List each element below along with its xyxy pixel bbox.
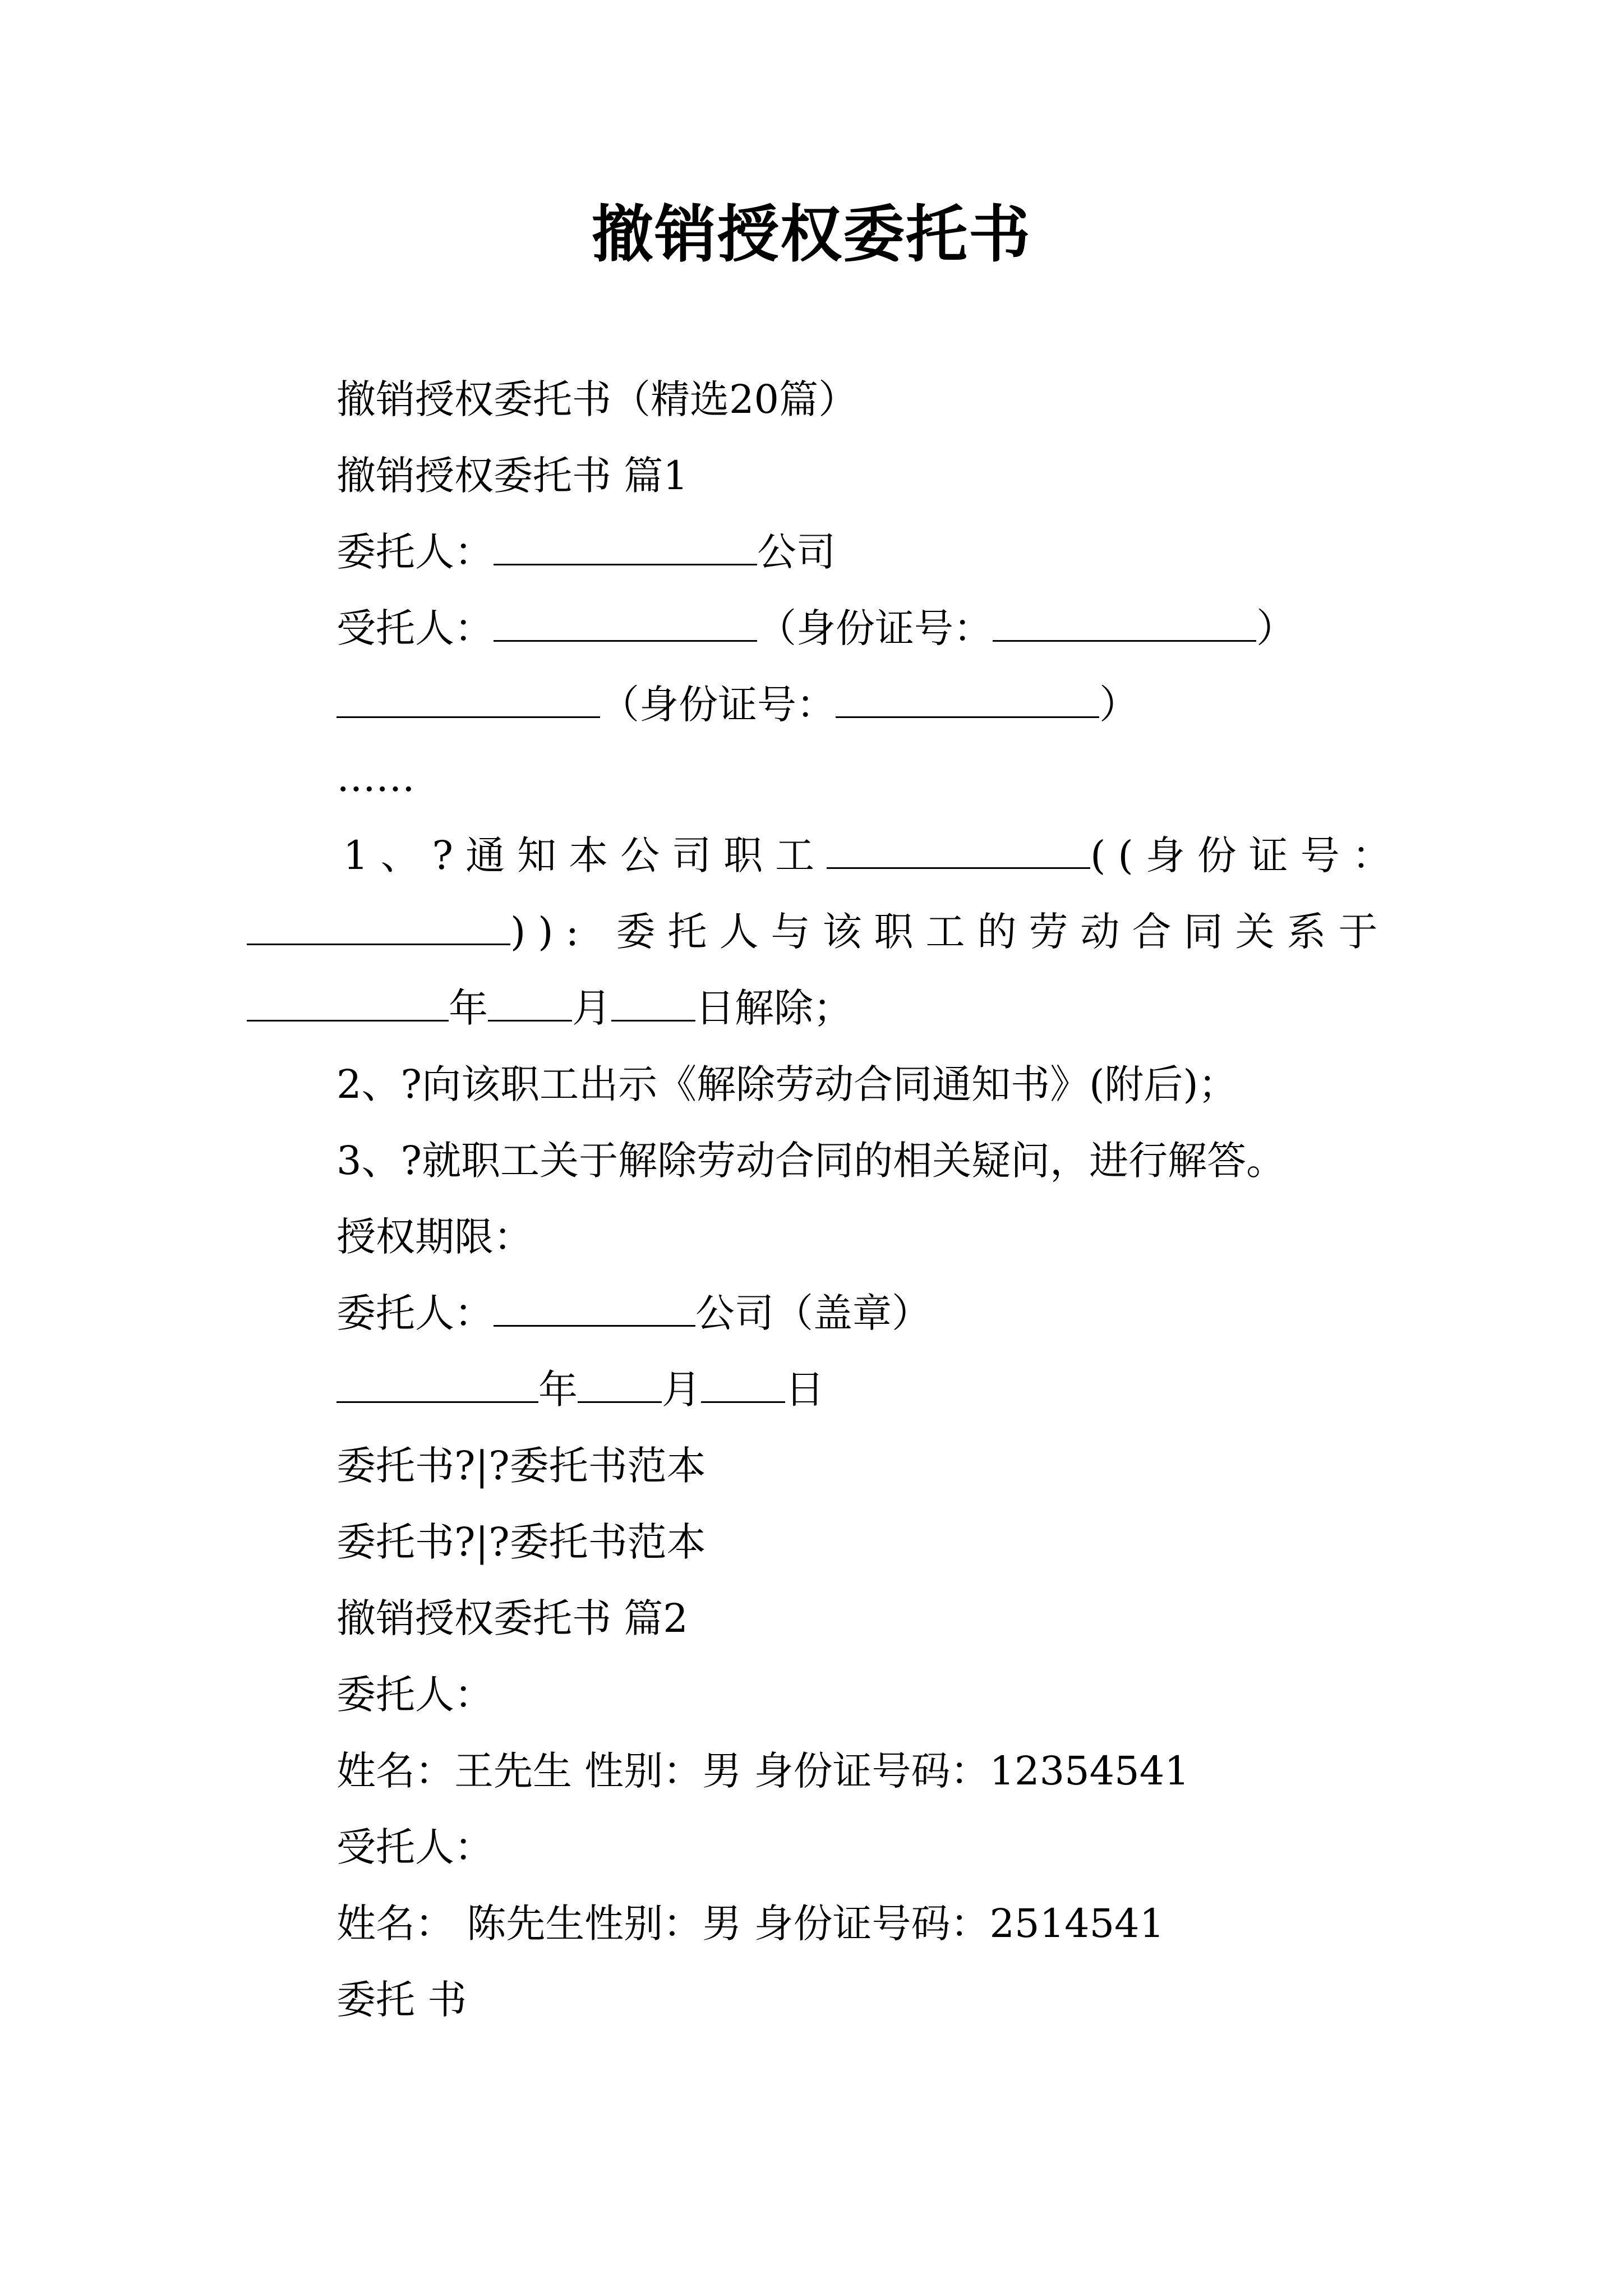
item-1-line-1 <box>343 827 1404 884</box>
agent-2-info: 姓名： 陈先生性别：男 身份证号码：2514541 <box>336 1901 1165 1947</box>
client-label: 委托人： <box>336 529 494 575</box>
date-day-label: 日 <box>785 1366 824 1412</box>
item-1-line-2 <box>247 904 1390 960</box>
year-label: 年 <box>449 985 488 1031</box>
agent-blank-2 <box>336 682 600 718</box>
client-blank <box>494 529 757 565</box>
agent-blank <box>494 605 757 642</box>
date-year-blank <box>336 1366 538 1403</box>
month-blank <box>488 985 572 1022</box>
id-blank <box>993 605 1256 642</box>
template-line-1: 委托书?|?委托书范本 <box>336 1443 706 1489</box>
ellipsis: …… <box>336 754 415 800</box>
client-company-blank <box>494 1290 695 1327</box>
agent-line-2 <box>336 677 1138 733</box>
client-seal-line <box>336 1285 931 1341</box>
day-end-label: 日解除； <box>695 985 852 1031</box>
id-close: ） <box>1256 605 1295 651</box>
item-2: 2、?向该职工出示《解除劳动合同通知书》(附后)； <box>336 1061 1238 1107</box>
client-label-2: 委托人： <box>336 1290 494 1336</box>
company-seal: 公司（盖章） <box>695 1290 931 1336</box>
closing-line: 委托 书 <box>336 1977 467 2023</box>
date-line <box>336 1361 824 1418</box>
template-line-2: 委托书?|?委托书范本 <box>336 1519 706 1565</box>
id-open-2: （身份证号： <box>600 682 836 728</box>
subtitle: 撤销授权委托书（精选20篇） <box>336 376 858 422</box>
company-suffix: 公司 <box>757 529 836 575</box>
item-1-text-b: ((身份证号： <box>1090 832 1404 878</box>
section-2-heading: 撤销授权委托书 篇2 <box>336 1595 688 1641</box>
month-label: 月 <box>572 985 611 1031</box>
year-blank <box>247 985 449 1022</box>
section-1-heading: 撤销授权委托书 篇1 <box>336 453 688 499</box>
agent-label: 受托人： <box>336 605 494 651</box>
date-year-label: 年 <box>538 1366 578 1412</box>
id-open: （身份证号： <box>757 605 993 651</box>
client-2-label: 委托人： <box>336 1672 494 1718</box>
agent-line <box>336 600 1295 656</box>
id-blank-2 <box>836 682 1099 718</box>
item-3: 3、?就职工关于解除劳动合同的相关疑问，进行解答。 <box>336 1138 1286 1184</box>
document-title: 撤销授权委托书 <box>592 199 1031 270</box>
day-blank <box>611 985 695 1022</box>
agent-2-label: 受托人： <box>336 1824 494 1870</box>
item-1-line-3 <box>247 980 852 1036</box>
employee-id-blank <box>247 909 510 945</box>
date-month-blank <box>578 1366 662 1403</box>
date-day-blank <box>701 1366 785 1403</box>
employee-blank <box>827 832 1090 869</box>
item-1-text-c: )): 委托人与该职工的劳动合同关系于 <box>510 909 1390 955</box>
item-1-text-a: 1、?通知本公司职工 <box>343 832 827 878</box>
client-line <box>336 524 836 580</box>
date-month-label: 月 <box>662 1366 701 1412</box>
id-close-2: ） <box>1099 682 1138 728</box>
client-2-info: 姓名：王先生 性别：男 身份证号码：12354541 <box>336 1748 1189 1794</box>
term-label: 授权期限： <box>336 1214 533 1260</box>
